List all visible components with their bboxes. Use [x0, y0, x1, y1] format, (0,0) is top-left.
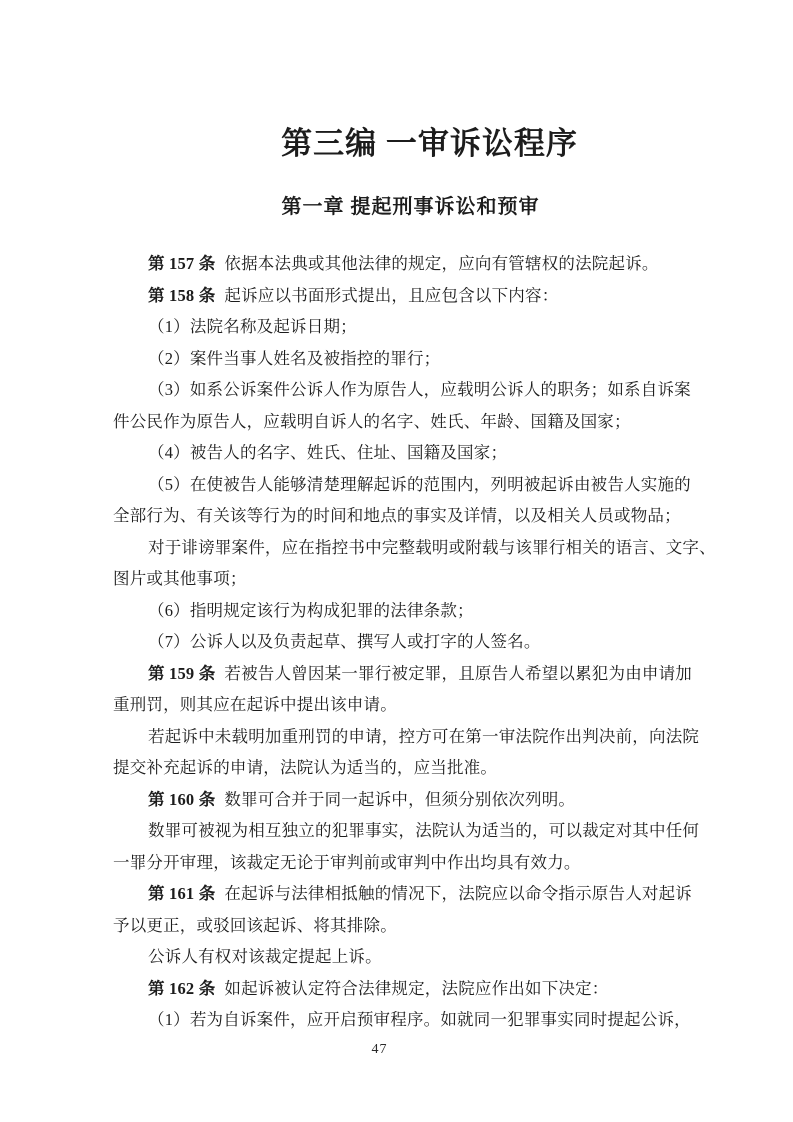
text-line: 提交补充起诉的申请，法院认为适当的，应当批准。: [113, 758, 498, 777]
article-number: 第 161 条: [148, 884, 216, 903]
text-line: [113, 248, 685, 280]
text-line: （5）在使被告人能够清楚理解起诉的范围内，列明被起诉由被告人实施的: [148, 474, 691, 494]
text-line: （4）被告人的名字、姓氏、住址、国籍及国家；: [148, 443, 508, 462]
article-number: 第 157 条: [148, 254, 216, 273]
article-number: 第 159 条: [148, 663, 216, 683]
chapter-title: 第一章 提起刑事诉讼和预审: [281, 196, 540, 218]
article-text: 起诉应以书面形式提出，且应包含以下内容：: [224, 285, 559, 305]
text-line: （7）公诉人以及负责起草、撰写人或打字的人签名。: [148, 632, 541, 651]
text-line: 重刑罚，则其应在起诉中提出该申请。: [113, 695, 397, 714]
text-line: （1）若为自诉案件，应开启预审程序。如就同一犯罪事实同时提起公诉，: [148, 1010, 691, 1029]
text-line: 件公民作为原告人，应载明自诉人的名字、姓氏、年龄、国籍及国家；: [113, 411, 631, 431]
text-line: 数罪可被视为相互独立的犯罪事实，法院认为适当的，可以裁定对其中任何: [148, 821, 700, 840]
text-line: （3）如系公诉案件公诉人作为原告人，应载明公诉人的职务；如系自诉案: [148, 380, 691, 399]
text-line: [113, 280, 685, 312]
text-line: [113, 658, 693, 690]
article-text: 在起诉与法律相抵触的情况下，法院应以命令指示原告人对起诉: [224, 884, 693, 903]
text-line: [113, 784, 685, 816]
article-text: 如起诉被认定符合法律规定，法院应作出如下决定：: [224, 978, 609, 998]
text-line: 全部行为、有关该等行为的时间和地点的事实及详情，以及相关人员或物品；: [113, 506, 681, 525]
page-number: 47: [371, 1042, 388, 1057]
text-line: 图片或其他事项；: [113, 569, 247, 588]
part-title: 第三编 一审诉讼程序: [281, 126, 578, 161]
text-line: [113, 878, 693, 910]
text-line: （2）案件当事人姓名及被指控的罪行；: [148, 348, 441, 368]
text-line: （1）法院名称及起诉日期；: [148, 317, 357, 336]
article-text: 若被告人曾因某一罪行被定罪，且原告人希望以累犯为由申请加: [224, 663, 693, 683]
article-text: 数罪可合并于同一起诉中，但须分别依次列明。: [224, 789, 576, 809]
text-line: 公诉人有权对该裁定提起上诉。: [148, 947, 382, 966]
text-line: （6）指明规定该行为构成犯罪的法律条款；: [148, 600, 474, 620]
article-number: 第 158 条: [148, 285, 216, 305]
text-line: 予以更正，或驳回该起诉、将其排除。: [113, 915, 397, 935]
body-text: [113, 248, 716, 1036]
article-text: 依据本法典或其他法律的规定，应向有管辖权的法院起诉。: [224, 254, 659, 273]
text-line: 对于诽谤罪案件，应在指控书中完整载明或附载与该罪行相关的语言、文字、: [148, 537, 716, 557]
text-line: [113, 973, 685, 1005]
text-line: 若起诉中未载明加重刑罚的申请，控方可在第一审法院作出判决前，向法院: [148, 726, 700, 746]
article-number: 第 160 条: [148, 789, 216, 809]
text-line: 一罪分开审理，该裁定无论于审判前或审判中作出均具有效力。: [113, 852, 581, 872]
article-number: 第 162 条: [148, 978, 216, 998]
